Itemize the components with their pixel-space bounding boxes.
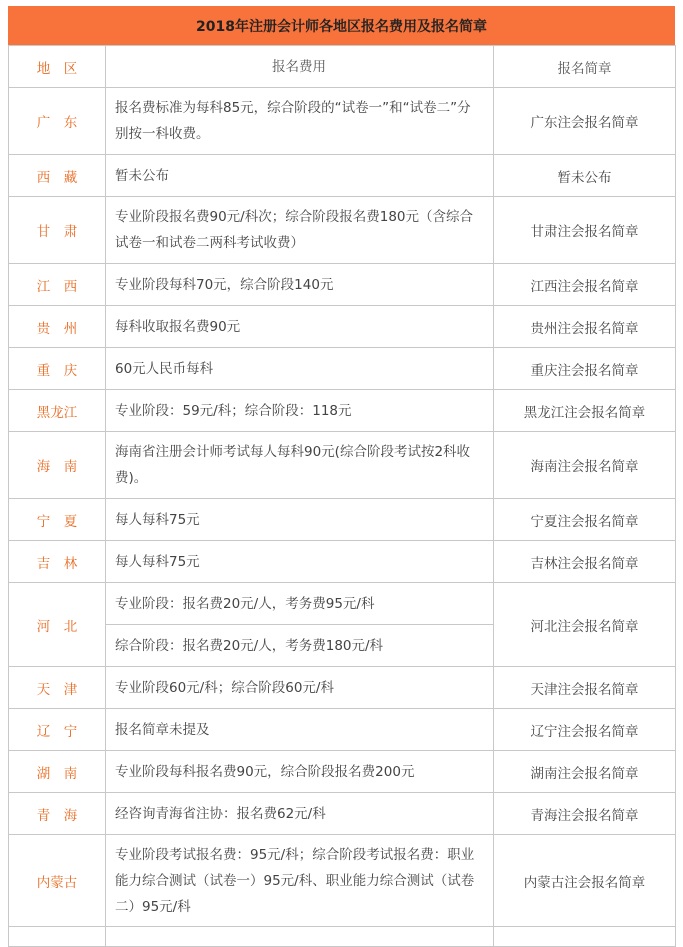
table-row [9,390,676,432]
guide-cell-empty [494,927,676,947]
region-cell: 吉 林 [9,541,106,583]
guide-link[interactable]: 甘肃注会报名简章 [494,197,676,264]
guide-link[interactable]: 江西注会报名简章 [494,264,676,306]
fee-cell: 专业阶段：报名费20元/人，考务费95元/科 [106,583,494,625]
region-cell: 辽 宁 [9,709,106,751]
guide-link[interactable]: 黑龙江注会报名简章 [494,390,676,432]
guide-link[interactable]: 吉林注会报名简章 [494,541,676,583]
guide-link[interactable]: 湖南注会报名简章 [494,751,676,793]
fee-cell: 报名简章未提及 [106,709,494,751]
fee-cell: 每人每科75元 [106,499,494,541]
table-row [9,155,676,197]
fee-cell: 综合阶段：报名费20元/人，考务费180元/科 [106,625,494,667]
fee-cell: 报名费标准为每科85元，综合阶段的“试卷一”和“试卷二”分别按一科收费。 [106,88,494,155]
guide-link[interactable]: 宁夏注会报名简章 [494,499,676,541]
table-row [9,751,676,793]
fee-cell: 经咨询青海省注协：报名费62元/科 [106,793,494,835]
region-cell: 天 津 [9,667,106,709]
table-row [9,348,676,390]
fee-cell: 专业阶段60元/科；综合阶段60元/科 [106,667,494,709]
table-row [9,499,676,541]
region-cell: 江 西 [9,264,106,306]
fee-cell: 暂未公布 [106,155,494,197]
guide-link[interactable]: 贵州注会报名简章 [494,306,676,348]
table-row [9,432,676,499]
table-row [9,541,676,583]
fee-cell: 专业阶段每科报名费90元，综合阶段报名费200元 [106,751,494,793]
region-cell: 湖 南 [9,751,106,793]
guide-link[interactable]: 内蒙古注会报名简章 [494,835,676,927]
guide-link[interactable]: 青海注会报名简章 [494,793,676,835]
guide-link[interactable]: 辽宁注会报名简章 [494,709,676,751]
fee-cell: 专业阶段每科70元，综合阶段140元 [106,264,494,306]
header-fee: 报名费用 [106,46,494,88]
region-cell: 贵 州 [9,306,106,348]
guide-link[interactable]: 河北注会报名简章 [494,583,676,667]
region-cell: 广 东 [9,88,106,155]
guide-link[interactable]: 重庆注会报名简章 [494,348,676,390]
fee-cell: 专业阶段：59元/科；综合阶段：118元 [106,390,494,432]
table-row-partial [9,927,676,947]
region-cell: 甘 肃 [9,197,106,264]
table-row [9,667,676,709]
region-cell: 河 北 [9,583,106,667]
header-guide: 报名简章 [494,46,676,88]
fee-cell: 60元人民币每科 [106,348,494,390]
fee-table-container [8,6,675,947]
fee-cell: 每人每科75元 [106,541,494,583]
guide-link[interactable]: 广东注会报名简章 [494,88,676,155]
fee-cell: 海南省注册会计师考试每人每科90元(综合阶段考试按2科收费)。 [106,432,494,499]
region-cell: 青 海 [9,793,106,835]
guide-text: 暂未公布 [494,155,676,197]
region-cell: 西 藏 [9,155,106,197]
region-cell: 重 庆 [9,348,106,390]
guide-link[interactable]: 天津注会报名简章 [494,667,676,709]
table-row [9,264,676,306]
region-cell-empty [9,927,106,947]
table-row [9,583,676,625]
fee-table [8,45,676,947]
region-cell: 海 南 [9,432,106,499]
table-row [9,793,676,835]
table-row [9,306,676,348]
region-cell: 黑龙江 [9,390,106,432]
table-title: 2018年注册会计师各地区报名费用及报名简章 [8,6,675,45]
fee-cell-empty [106,927,494,947]
guide-link[interactable]: 海南注会报名简章 [494,432,676,499]
table-header-row [9,46,676,88]
table-row [9,197,676,264]
fee-cell: 专业阶段报名费90元/科次；综合阶段报名费180元（含综合试卷一和试卷二两科考试收费） [106,197,494,264]
fee-cell: 每科收取报名费90元 [106,306,494,348]
region-cell: 宁 夏 [9,499,106,541]
header-region: 地 区 [9,46,106,88]
region-cell: 内蒙古 [9,835,106,927]
table-row [9,709,676,751]
table-row [9,835,676,927]
fee-cell: 专业阶段考试报名费：95元/科；综合阶段考试报名费：职业能力综合测试（试卷一）95元/科、职业能力综合测试（试卷二）95元/科 [106,835,494,927]
table-row [9,88,676,155]
